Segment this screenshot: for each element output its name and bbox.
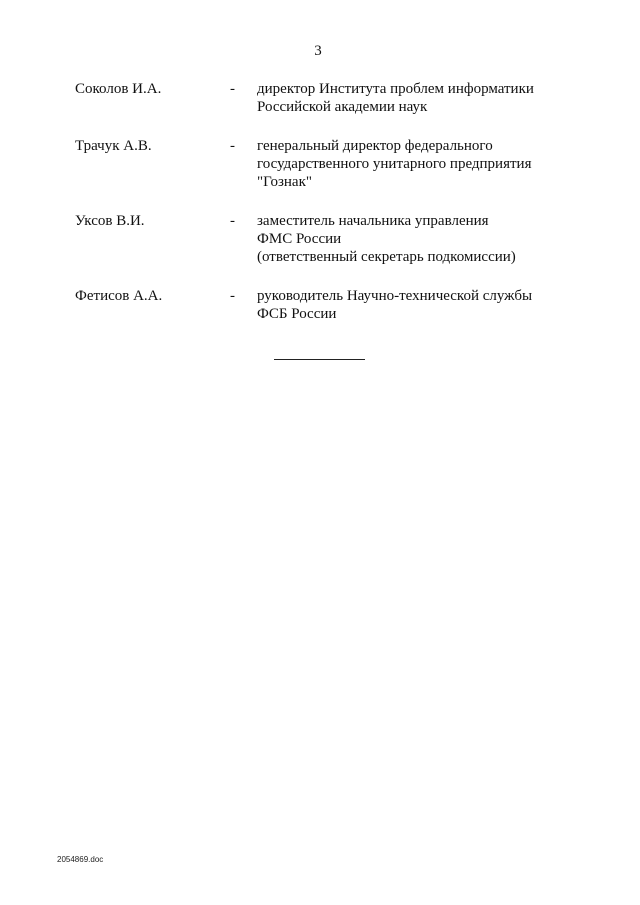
member-role-line: директор Института проблем информатики [257, 81, 534, 97]
member-row [75, 287, 575, 323]
member-name: Соколов И.А. [75, 81, 162, 97]
member-role [257, 287, 575, 323]
member-list [75, 80, 575, 344]
member-role-line: ФМС России [257, 231, 342, 247]
member-role-line: заместитель начальника управления [257, 213, 489, 229]
member-row [75, 137, 575, 191]
member-role [257, 137, 575, 191]
page-number: 3 [314, 43, 322, 59]
member-role-line: ФСБ России [257, 306, 337, 322]
member-dash: - [230, 138, 235, 154]
member-role [257, 212, 575, 266]
footer-filename: 2054869.doc [57, 855, 104, 864]
member-role [257, 80, 575, 116]
member-name: Фетисов А.А. [75, 288, 163, 304]
member-dash: - [230, 288, 235, 304]
member-role-line: генеральный директор федерального [257, 138, 493, 154]
member-role-line: руководитель Научно-технической службы [257, 288, 533, 304]
member-role-line: Российской академии наук [257, 99, 428, 115]
member-role-line: "Гознак" [257, 174, 312, 190]
member-name: Уксов В.И. [75, 213, 145, 229]
member-role-line: (ответственный секретарь подкомиссии) [257, 249, 516, 265]
member-row [75, 212, 575, 266]
member-name: Трачук А.В. [75, 138, 152, 154]
member-role-line: государственного унитарного предприятия [257, 156, 532, 172]
end-divider-line [274, 359, 365, 360]
member-row [75, 80, 575, 116]
member-dash: - [230, 81, 235, 97]
member-dash: - [230, 213, 235, 229]
